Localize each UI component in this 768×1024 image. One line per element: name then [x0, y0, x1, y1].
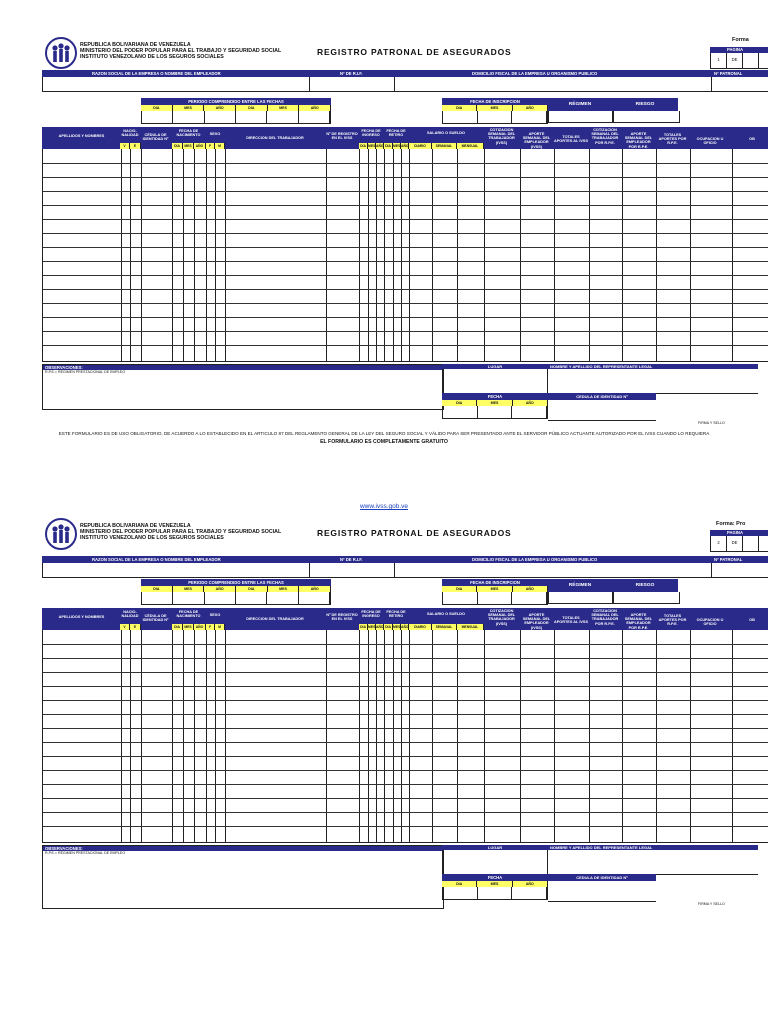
patronal-field[interactable] — [712, 563, 768, 577]
lugar-field[interactable] — [442, 369, 548, 394]
patronal-field[interactable] — [712, 77, 768, 91]
employer-fields — [42, 563, 768, 578]
forma-label: Forma — [732, 37, 749, 43]
rif-field[interactable] — [310, 77, 393, 91]
lugar-block: LUGAR — [442, 364, 548, 394]
periodo-date-field[interactable] — [142, 111, 173, 123]
fecha-block: FECHA DIA MES AÑO — [442, 393, 548, 419]
form-page-1 — [0, 37, 768, 507]
form-title: REGISTRO PATRONAL DE ASEGURADOS — [317, 47, 512, 57]
razon-social-field[interactable] — [43, 563, 308, 577]
page-total-field[interactable] — [743, 53, 759, 68]
gratuito-notice: EL FORMULARIO ES COMPLETAMENTE GRATUITO — [320, 439, 448, 445]
cedula-rep-label: CEDULA DE IDENTIDAD Nº — [548, 874, 656, 881]
periodo-block: PERIODO COMPRENDIDO ENTRE LAS FECHAS DIA MES AÑO DIA MES AÑO — [141, 98, 331, 124]
periodo-block: PERIODO COMPRENDIDO ENTRE LAS FECHAS DIA MES AÑO DIA MES AÑO — [141, 579, 331, 605]
fecha-field[interactable] — [443, 887, 478, 899]
page-number[interactable]: 2 — [711, 536, 727, 551]
page-number-box: PAGINA 1 DE — [710, 47, 768, 69]
riesgo-field[interactable] — [612, 111, 680, 123]
page-number[interactable]: 1 — [711, 53, 727, 68]
representante-block: NOMBRE Y APELLIDO DEL REPRESENTANTE LEGAL — [548, 364, 758, 394]
riesgo-label: RIESGO — [612, 98, 678, 111]
inscripcion-block: FECHA DE INSCRIPCION DIA MES AÑO — [442, 579, 548, 605]
regimen-label: RÉGIMEN — [548, 98, 612, 111]
inscripcion-date-field[interactable] — [443, 111, 478, 123]
domicilio-field[interactable] — [395, 77, 710, 91]
cedula-rep-label: CEDULA DE IDENTIDAD Nº — [548, 393, 656, 400]
lugar-field[interactable] — [442, 850, 548, 875]
grid-subheader: V E DIA MES AÑO F M DIA MES AÑO DIA MES AÑO DIARIO SEMANAL MENSUAL — [42, 143, 768, 149]
regimen-field[interactable] — [548, 592, 614, 604]
regimen-field[interactable] — [548, 111, 614, 123]
razon-social-field[interactable] — [43, 77, 308, 91]
website-link[interactable]: www.ivss.gob.ve — [359, 503, 409, 510]
employer-header-bar: RAZON SOCIAL DE LA EMPRESA O NOMBRE DEL EMPLEADOR Nº DE R.I.F. DOMICILIO FISCAL DE LA EMPRESA U ORGANISMO PUBLICO Nº PATRONAL — [42, 70, 768, 77]
fecha-field[interactable] — [443, 406, 478, 418]
riesgo-field[interactable] — [612, 592, 680, 604]
representante-block: NOMBRE Y APELLIDO DEL REPRESENTANTE LEGAL — [548, 845, 758, 875]
grid-subheader: V E DIA MES AÑO F M DIA MES AÑO DIA MES AÑO DIARIO SEMANAL MENSUAL — [42, 624, 768, 630]
periodo-date-field[interactable] — [142, 592, 173, 604]
page-of-label: DE — [727, 536, 743, 551]
observaciones-box[interactable]: OBSERVACIONES: R.P.E.= RÉGIMEN PRESTACIONAL DE EMPLEO — [42, 845, 444, 909]
observaciones-box[interactable]: OBSERVACIONES: R.P.E.= RÉGIMEN PRESTACIONAL DE EMPLEO — [42, 364, 444, 410]
worker-grid[interactable] — [42, 630, 768, 843]
ivss-logo-icon — [45, 518, 77, 550]
form-title: REGISTRO PATRONAL DE ASEGURADOS — [317, 528, 512, 538]
riesgo-label: RIESGO — [612, 579, 678, 592]
cedula-rep-field[interactable] — [548, 881, 656, 902]
representante-field[interactable] — [548, 850, 758, 875]
grid-header: APELLIDOS Y NOMBRES NACIO-NALIDAD CÉDULA DE IDENTIDAD Nº FECHA DE NACIMIENTO SEXO DIRECCION DEL TRABAJADOR Nº DE REGISTRO EN EL IVSS FECHA DE INGRESO FECHA DE RETIRO SALARIO O SUELDO COTIZACION SEMANAL DEL TRABAJADOR (IVSS) APORTE SEMANAL DEL EMPLEADOR (IVSS) TOTALES APORTES AL IVSS COTIZACION SEMANAL DEL TRABAJADOR POR R.P.E. APORTE SEMANAL DEL EMPLEADOR POR R.P.E. TOTALES APORTES POR R.P.E. OCUPACION U OFICIO OB — [42, 127, 768, 149]
ivss-logo-icon — [45, 37, 77, 69]
page-number-box: PAGINA 2 DE — [710, 530, 768, 552]
employer-fields — [42, 77, 768, 92]
firma-label: FIRMA Y SELLO — [698, 902, 725, 906]
firma-label: FIRMA Y SELLO — [698, 421, 725, 425]
grid-header: APELLIDOS Y NOMBRES NACIO-NALIDAD CÉDULA DE IDENTIDAD Nº FECHA DE NACIMIENTO SEXO DIRECCION DEL TRABAJADOR Nº DE REGISTRO EN EL IVSS FECHA DE INGRESO FECHA DE RETIRO SALARIO O SUELDO COTIZACION SEMANAL DEL TRABAJADOR (IVSS) APORTE SEMANAL DEL EMPLEADOR (IVSS) TOTALES APORTES AL IVSS COTIZACION SEMANAL DEL TRABAJADOR POR R.P.E. APORTE SEMANAL DEL EMPLEADOR POR R.P.E. TOTALES APORTES POR R.P.E. OCUPACION U OFICIO OB — [42, 608, 768, 630]
page-total-field[interactable] — [743, 536, 759, 551]
institution-name: REPUBLICA BOLIVARIANA DE VENEZUELA MINISTERIO DEL PODER POPULAR PARA EL TRABAJO Y SEGURIDAD SOCIAL INSTITUTO VENEZOLANO DE LOS SEGUROS SOCIALES — [80, 523, 282, 542]
forma-label: Forma: Pro — [716, 521, 746, 527]
domicilio-field[interactable] — [395, 563, 710, 577]
inscripcion-date-field[interactable] — [443, 592, 478, 604]
inscripcion-block: FECHA DE INSCRIPCION DIA MES AÑO — [442, 98, 548, 124]
cedula-rep-field[interactable] — [548, 400, 656, 421]
institution-name: REPUBLICA BOLIVARIANA DE VENEZUELA MINISTERIO DEL PODER POPULAR PARA EL TRABAJO Y SEGURIDAD SOCIAL INSTITUTO VENEZOLANO DE LOS SEGUROS SOCIALES — [80, 42, 282, 61]
rif-field[interactable] — [310, 563, 393, 577]
employer-header-bar: RAZON SOCIAL DE LA EMPRESA O NOMBRE DEL EMPLEADOR Nº DE R.I.F. DOMICILIO FISCAL DE LA EMPRESA U ORGANISMO PUBLICO Nº PATRONAL — [42, 556, 768, 563]
page-of-label: DE — [727, 53, 743, 68]
form-page-2 — [0, 518, 768, 988]
representante-field[interactable] — [548, 369, 758, 394]
lugar-block: LUGAR — [442, 845, 548, 875]
legal-notice: ESTE FORMULARIO ES DE USO OBLIGATORIO, DE ACUERDO A LO ESTABLECIDO EN EL ARTICULO 87 DEL REGLAMENTO GENERAL DE LA LEY DEL SEGURO SOCIAL Y VÁLIDO PARA SER PRESENTADO ANTE EL SERVIDOR PÚBLICO ACTUANTE AUTORIZADO POR EL IVSS CUANDO LO REQUIERA — [58, 431, 710, 436]
worker-grid[interactable] — [42, 149, 768, 362]
fecha-block: FECHA DIA MES AÑO — [442, 874, 548, 900]
regimen-label: RÉGIMEN — [548, 579, 612, 592]
